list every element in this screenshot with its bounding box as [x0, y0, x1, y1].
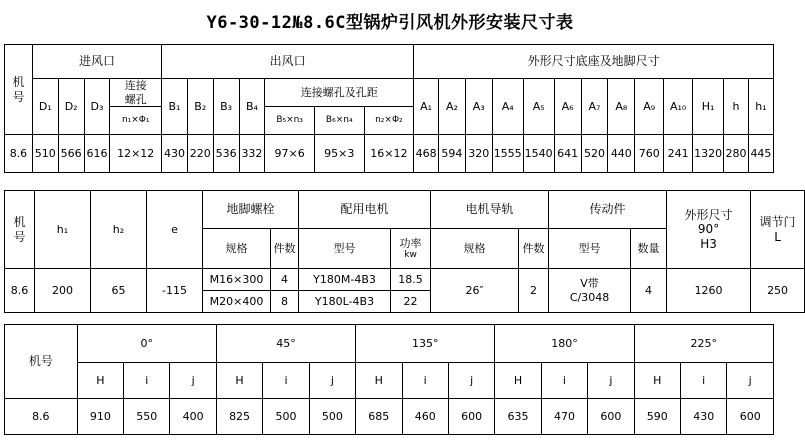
col-header: A₇ — [581, 79, 608, 135]
table-cell: 460 — [402, 399, 448, 435]
table-cell: 600 — [727, 399, 774, 435]
col-header: i — [263, 363, 309, 399]
col-header: H₁ — [693, 79, 724, 135]
col-header: j — [448, 363, 494, 399]
table-cell: 600 — [448, 399, 494, 435]
table-cell: 1320 — [693, 135, 724, 173]
outer-size-header: 外形尺寸 90° H3 — [667, 191, 751, 269]
table-cell: 641 — [554, 135, 581, 173]
table-cell: 1260 — [667, 269, 751, 313]
page-title: Y6-30-12№8.6C型锅炉引风机外形安装尺寸表 — [206, 13, 574, 33]
col-header: h — [724, 79, 749, 135]
col-header: B₅×n₃ — [265, 107, 315, 135]
table-cell: 430 — [681, 399, 727, 435]
col-header: A₆ — [554, 79, 581, 135]
table-cell: 200 — [35, 269, 91, 313]
table-cell: 594 — [438, 135, 465, 173]
table-cell: 320 — [465, 135, 492, 173]
inlet-header: 进风口 — [32, 45, 161, 79]
col-header: i — [124, 363, 170, 399]
inlet-conn-header: 连接 螺孔 — [110, 79, 162, 107]
angle-header: 135° — [356, 325, 495, 363]
table-cell: 332 — [239, 135, 265, 173]
table-cell: 2 — [519, 269, 549, 313]
col-header: 规格 — [431, 229, 519, 269]
table-cell: 760 — [635, 135, 664, 173]
table-row — [5, 399, 774, 435]
table-cell: 8.6 — [5, 269, 35, 313]
table-cell: 18.5 — [391, 269, 431, 291]
table-cell: 4 — [631, 269, 667, 313]
table-cell: 8.6 — [5, 399, 78, 435]
table-cell: 250 — [751, 269, 805, 313]
table-cell: 8.6 — [5, 135, 33, 173]
col-header: B₂ — [187, 79, 213, 135]
table-cell: 16×12 — [364, 135, 414, 173]
col-header: A₅ — [523, 79, 554, 135]
col-header: 数量 — [631, 229, 667, 269]
table-cell: 616 — [84, 135, 110, 173]
col-header: A₁₀ — [664, 79, 693, 135]
fan-dimension-table — [4, 44, 774, 173]
table-cell: 440 — [608, 135, 635, 173]
table-cell: 97×6 — [265, 135, 315, 173]
table-cell: 468 — [414, 135, 439, 173]
door-header: 调节门 L — [751, 191, 805, 269]
col-header: 规格 — [203, 229, 271, 269]
table-cell: 470 — [541, 399, 587, 435]
col-header: e — [147, 191, 203, 269]
table-cell: 8 — [271, 291, 299, 313]
jihao-header: 机 号 — [5, 45, 33, 135]
col-header: H — [216, 363, 262, 399]
table-cell: 536 — [213, 135, 239, 173]
table-cell: 4 — [271, 269, 299, 291]
col-header: D₃ — [84, 79, 110, 135]
col-header: H — [77, 363, 123, 399]
table-cell: 445 — [748, 135, 773, 173]
col-header: B₄ — [239, 79, 265, 135]
table-cell: 65 — [91, 269, 147, 313]
col-header: j — [170, 363, 216, 399]
table-cell: 12×12 — [110, 135, 162, 173]
col-header: B₁ — [162, 79, 188, 135]
col-header: B₃ — [213, 79, 239, 135]
angle-header: 0° — [77, 325, 216, 363]
col-header: A₄ — [492, 79, 523, 135]
table-cell: 566 — [58, 135, 84, 173]
col-header: h₂ — [91, 191, 147, 269]
col-header: 功率 kw — [391, 229, 431, 269]
outlet-conn-header: 连接螺孔及孔距 — [265, 79, 414, 107]
outer-header: 外形尺寸底座及地脚尺寸 — [414, 45, 774, 79]
table-cell: 910 — [77, 399, 123, 435]
table-cell: 95×3 — [314, 135, 364, 173]
table-cell: 500 — [309, 399, 355, 435]
col-header: D₂ — [58, 79, 84, 135]
table-cell: 280 — [724, 135, 749, 173]
table-cell: 510 — [32, 135, 58, 173]
table-cell: 220 — [187, 135, 213, 173]
col-header: j — [309, 363, 355, 399]
col-header: 型号 — [549, 229, 631, 269]
table-cell: 22 — [391, 291, 431, 313]
col-header: 件数 — [271, 229, 299, 269]
table-cell: Y180L-4B3 — [299, 291, 391, 313]
col-header: n₁×Φ₁ — [110, 107, 162, 135]
col-header: H — [495, 363, 541, 399]
col-header: A₂ — [438, 79, 465, 135]
table-cell: 400 — [170, 399, 216, 435]
table-cell: 241 — [664, 135, 693, 173]
col-header: i — [541, 363, 587, 399]
col-header: A₃ — [465, 79, 492, 135]
jihao-header: 机号 — [5, 325, 78, 399]
rail-header: 电机导轨 — [431, 191, 549, 229]
table-cell: 600 — [588, 399, 634, 435]
installation-table — [4, 190, 805, 313]
motor-header: 配用电机 — [299, 191, 431, 229]
col-header: n₂×Φ₂ — [364, 107, 414, 135]
col-header: A₉ — [635, 79, 664, 135]
table-cell: 550 — [124, 399, 170, 435]
angle-header: 45° — [216, 325, 355, 363]
table-cell: 635 — [495, 399, 541, 435]
table-row — [5, 135, 774, 173]
col-header: j — [727, 363, 774, 399]
col-header: h₁ — [35, 191, 91, 269]
drive-header: 传动件 — [549, 191, 667, 229]
table-cell: 520 — [581, 135, 608, 173]
angle-dimension-table — [4, 324, 774, 435]
outlet-header: 出风口 — [162, 45, 414, 79]
angle-header: 225° — [634, 325, 773, 363]
table-cell: 26″ — [431, 269, 519, 313]
table-cell: V带 C/3048 — [549, 269, 631, 313]
anchor-header: 地脚螺栓 — [203, 191, 299, 229]
col-header: j — [588, 363, 634, 399]
col-header: h₁ — [748, 79, 773, 135]
col-header: A₈ — [608, 79, 635, 135]
table-cell: 590 — [634, 399, 680, 435]
table-cell: 825 — [216, 399, 262, 435]
col-header: i — [402, 363, 448, 399]
table-cell: 685 — [356, 399, 402, 435]
table-cell: Y180M-4B3 — [299, 269, 391, 291]
col-header: D₁ — [32, 79, 58, 135]
col-header: 型号 — [299, 229, 391, 269]
col-header: H — [356, 363, 402, 399]
table-cell: M16×300 — [203, 269, 271, 291]
col-header: H — [634, 363, 680, 399]
table-cell: 1540 — [523, 135, 554, 173]
col-header: 件数 — [519, 229, 549, 269]
jihao-header: 机 号 — [5, 191, 35, 269]
table-cell: 430 — [162, 135, 188, 173]
col-header: i — [681, 363, 727, 399]
table-cell: 1555 — [492, 135, 523, 173]
table-cell: 500 — [263, 399, 309, 435]
table-row — [5, 269, 805, 291]
table-cell: -115 — [147, 269, 203, 313]
col-header: A₁ — [414, 79, 439, 135]
angle-header: 180° — [495, 325, 634, 363]
col-header: B₆×n₄ — [314, 107, 364, 135]
table-cell: M20×400 — [203, 291, 271, 313]
